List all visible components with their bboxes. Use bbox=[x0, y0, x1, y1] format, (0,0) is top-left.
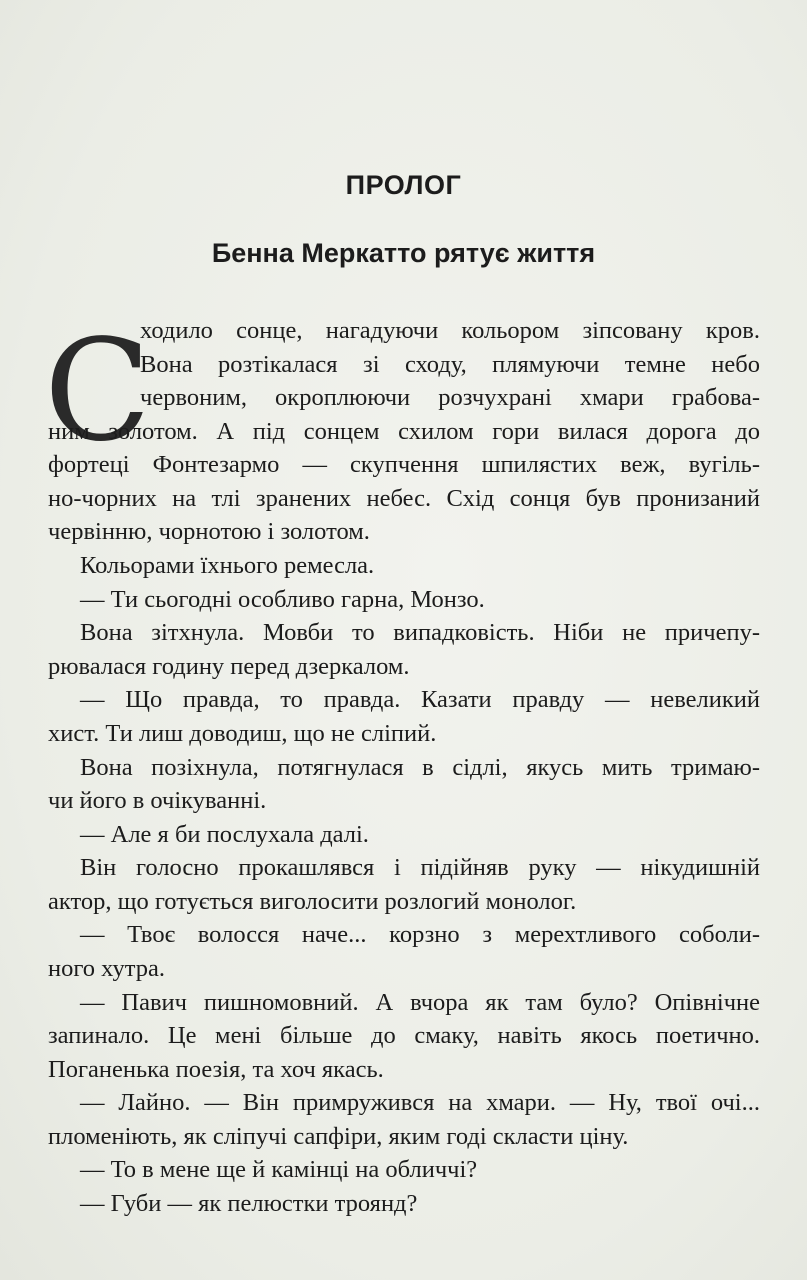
chapter-heading: ПРОЛОГ bbox=[345, 170, 462, 200]
text-line: рювалася годину перед дзеркалом. bbox=[48, 653, 410, 680]
text-line: — Лайно. — Він примружився на хмари. — Ну, твої очі... bbox=[80, 1089, 760, 1116]
drop-cap: С bbox=[44, 310, 152, 473]
text-line: червінню, чорнотою і золотом. bbox=[48, 518, 370, 545]
text-line: Вона позіхнула, потягнулася в сідлі, якусь мить тримаю- bbox=[80, 754, 760, 781]
text-line: — Ти сьогодні особливо гарна, Монзо. bbox=[80, 586, 485, 613]
text-line: хист. Ти лиш доводиш, що не сліпий. bbox=[48, 720, 437, 747]
text-line: — Павич пишномовний. А вчора як там було? Опівнічне bbox=[80, 989, 760, 1016]
text-line: актор, що готується виголосити розлогий монолог. bbox=[48, 888, 577, 915]
text-line: червоним, окроплюючи розчухрані хмари грабова- bbox=[140, 384, 760, 411]
chapter-title: Бенна Меркатто рятує життя bbox=[211, 238, 596, 268]
text-line: — То в мене ще й камінці на обличчі? bbox=[80, 1156, 478, 1183]
text-line: запинало. Це мені більше до смаку, навіть якось поетично. bbox=[48, 1022, 760, 1049]
text-line: — Твоє волосся наче... корзно з мерехтливого соболи- bbox=[80, 921, 760, 948]
text-line: чи його в очікуванні. bbox=[48, 787, 267, 814]
text-line: Кольорами їхнього ремесла. bbox=[80, 552, 375, 579]
text-line: Поганенька поезія, та хоч якась. bbox=[48, 1056, 384, 1083]
text-line: Вона зітхнула. Мовби то випадковість. Ніби не причепу- bbox=[80, 619, 760, 646]
text-line: фортеці Фонтезармо — скупчення шпилястих веж, вугіль- bbox=[48, 451, 760, 478]
text-line: Вона розтікалася зі сходу, плямуючи темне небо bbox=[140, 351, 760, 378]
text-line: Він голосно прокашлявся і підійняв руку — нікудишній bbox=[80, 854, 760, 881]
text-line: — Але я би послухала далі. bbox=[80, 821, 369, 848]
text-line: — Губи — як пелюстки троянд? bbox=[80, 1190, 418, 1217]
text-line: ним золотом. А під сонцем схилом гори вилася дорога до bbox=[48, 418, 760, 445]
text-line: ного хутра. bbox=[48, 955, 165, 982]
text-line: но-чорних на тлі зранених небес. Схід сонця був пронизаний bbox=[48, 485, 760, 512]
text-line: ходило сонце, нагадуючи кольором зіпсовану кров. bbox=[140, 317, 760, 344]
text-line: пломеніють, як сліпучі сапфіри, яким годі скласти ціну. bbox=[48, 1123, 629, 1150]
text-line: — Що правда, то правда. Казати правду — невеликий bbox=[80, 686, 760, 713]
